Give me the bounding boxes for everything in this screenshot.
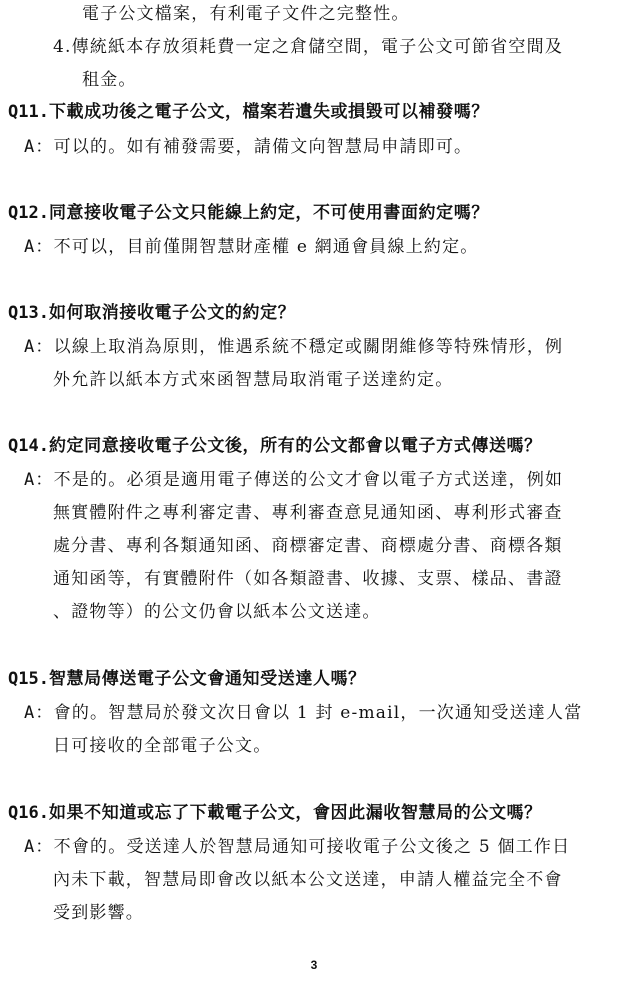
answer-q12 <box>24 236 479 258</box>
list-item-4-line: 租金。 <box>82 70 137 90</box>
question-q14 <box>8 435 542 457</box>
answer-text: 會的。智慧局於發文次日會以 1 封 e-mail，一次通知受送達人當 <box>53 703 583 723</box>
answer-text: 不會的。受送達人於智慧局通知可接收電子公文後之 5 個工作日 <box>53 837 571 857</box>
answer-text: 可以的。如有補發需要，請備文向智慧局申請即可。 <box>53 137 473 157</box>
answer-label: A： <box>24 337 54 357</box>
answer-text: 不可以，目前僅開智慧財產權 e 網通會員線上約定。 <box>53 237 479 257</box>
answer-text: 不是的。必須是適用電子傳送的公文才會以電子方式送達，例如 <box>53 470 564 490</box>
answer-q14 <box>24 469 563 491</box>
answer-label: A： <box>24 837 54 857</box>
answer-q13 <box>24 336 563 358</box>
question-q13 <box>8 302 295 324</box>
question-number: Q13. <box>8 303 49 323</box>
answer-label: A： <box>24 137 54 157</box>
answer-q11 <box>24 136 472 158</box>
answer-continuation: 、證物等）的公文仍會以紙本公文送達。 <box>53 602 381 622</box>
question-number: Q16. <box>8 803 49 823</box>
question-text: 如何取消接收電子公文的約定？ <box>48 303 296 323</box>
page-number: 3 <box>310 958 318 972</box>
answer-text: 以線上取消為原則，惟遇系統不穩定或關閉維修等特殊情形，例 <box>53 337 564 357</box>
answer-label: A： <box>24 470 54 490</box>
question-text: 智慧局傳送電子公文會通知受送達人嗎？ <box>48 669 366 689</box>
answer-label: A： <box>24 703 54 723</box>
answer-q16 <box>24 836 570 858</box>
question-number: Q11. <box>8 102 49 122</box>
answer-continuation: 受到影響。 <box>53 903 144 923</box>
question-number: Q12. <box>8 203 49 223</box>
question-number: Q15. <box>8 669 49 689</box>
question-q12 <box>8 202 489 224</box>
answer-label: A： <box>24 237 54 257</box>
question-text: 約定同意接收電子公文後，所有的公文都會以電子方式傳送嗎？ <box>48 436 542 456</box>
answer-continuation: 外允許以紙本方式來函智慧局取消電子送達約定。 <box>53 370 454 390</box>
list-item-4-line: 4.傳統紙本存放須耗費一定之倉儲空間，電子公文可節省空間及 <box>53 37 564 57</box>
question-q16 <box>8 802 542 824</box>
question-text: 下載成功後之電子公文，檔案若遺失或損毀可以補發嗎？ <box>48 102 489 122</box>
question-q11 <box>8 101 489 123</box>
question-text: 如果不知道或忘了下載電子公文，會因此漏收智慧局的公文嗎？ <box>48 803 542 823</box>
answer-continuation: 日可接收的全部電子公文。 <box>53 736 272 756</box>
answer-continuation: 通知函等，有實體附件（如各類證書、收據、支票、樣品、書證 <box>53 569 563 589</box>
answer-q15 <box>24 702 582 724</box>
answer-continuation: 內未下載，智慧局即會改以紙本公文送達，申請人權益完全不會 <box>53 870 563 890</box>
question-q15 <box>8 668 366 690</box>
question-text: 同意接收電子公文只能線上約定，不可使用書面約定嗎？ <box>48 203 489 223</box>
answer-continuation: 無實體附件之專利審定書、專利審查意見通知函、專利形式審查 <box>53 503 563 523</box>
body-text-line: 電子公文檔案，有利電子文件之完整性。 <box>82 4 410 24</box>
question-number: Q14. <box>8 436 49 456</box>
answer-continuation: 處分書、專利各類通知函、商標審定書、商標處分書、商標各類 <box>53 536 563 556</box>
